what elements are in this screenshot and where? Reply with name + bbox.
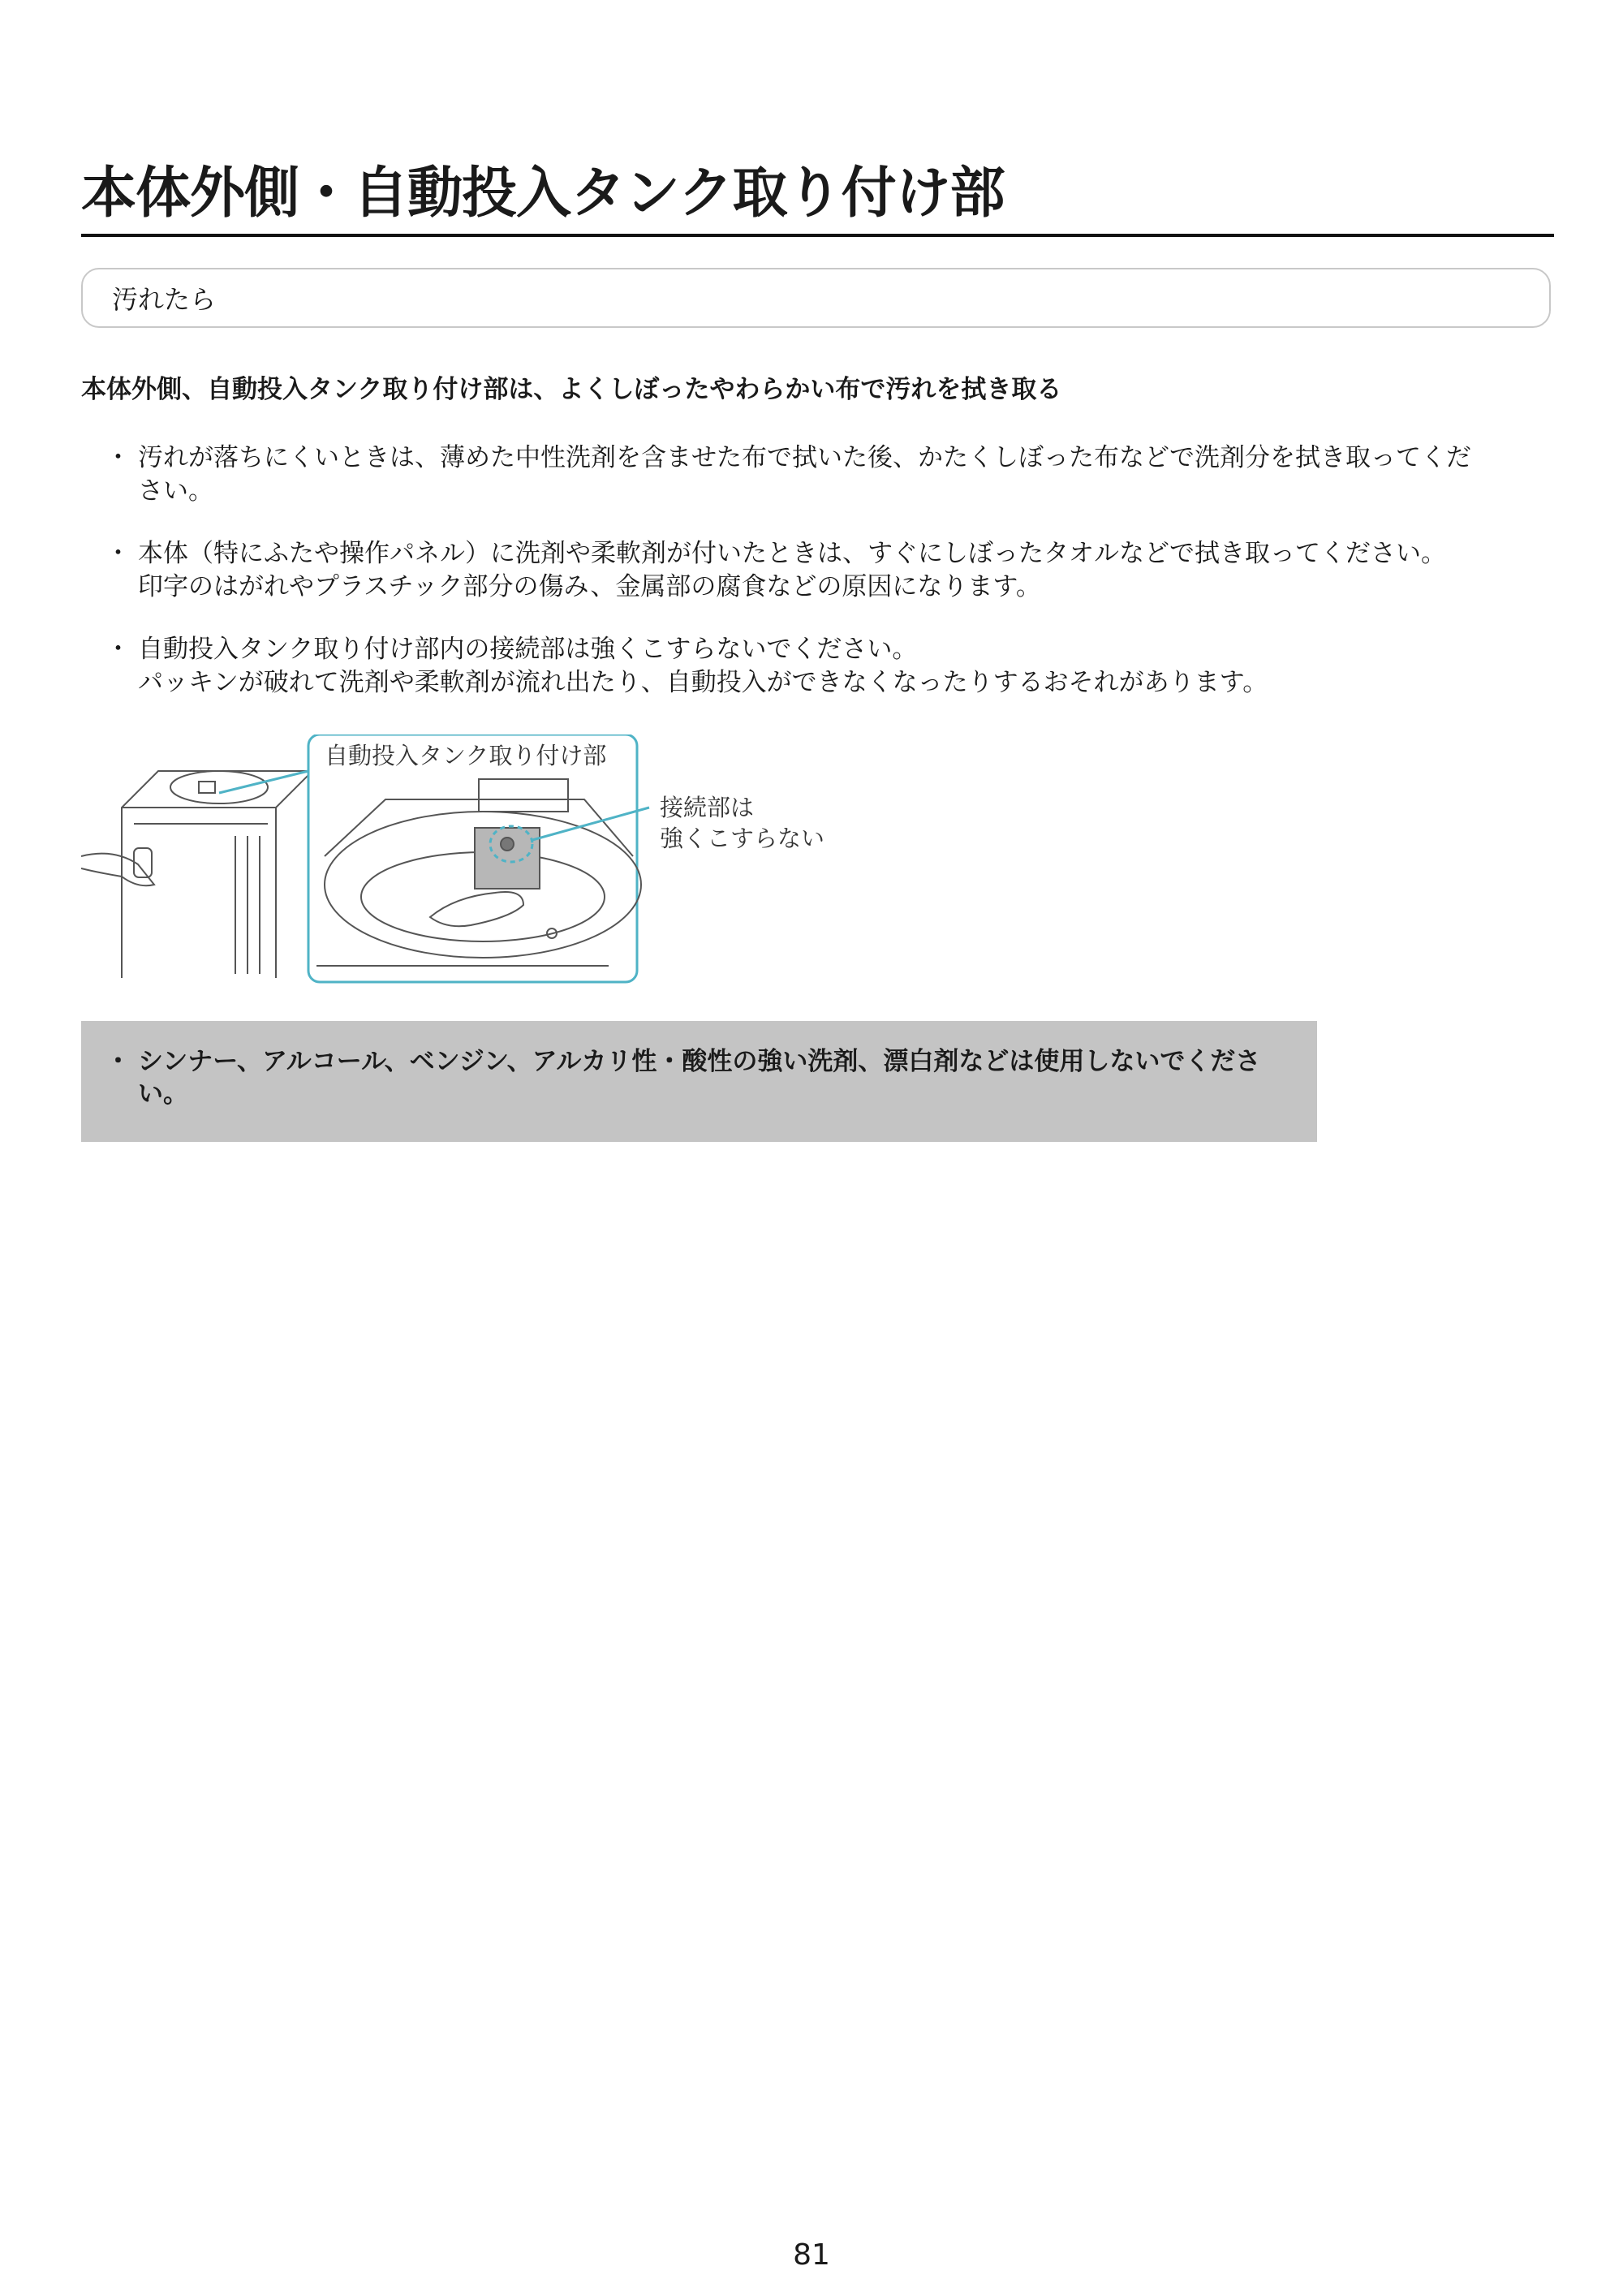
washer-illustration	[81, 734, 844, 994]
bullet-mark: ・	[105, 634, 131, 664]
lead-instruction: 本体外側、自動投入タンク取り付け部は、よくしぼったやわらかい布で汚れを拭き取る	[81, 375, 1062, 404]
condition-box	[81, 268, 1551, 328]
bullet-mark: ・	[105, 443, 131, 472]
note-list	[105, 442, 1542, 728]
note-line: 汚れが落ちにくいときは、薄めた中性洗剤を含ませた布で拭いた後、かたくしぼった布などで洗剤分を拭き取ってくだ	[138, 443, 1471, 472]
note-item	[105, 442, 1542, 508]
note-line: 本体（特にふたや操作パネル）に洗剤や柔軟剤が付いたときは、すぐにしぼったタオルなどで拭き取ってください。	[138, 538, 1446, 568]
connector-label	[660, 793, 824, 854]
note-line: 自動投入タンク取り付け部内の接続部は強くこすらないでください。	[138, 634, 918, 664]
note-item	[105, 537, 1542, 604]
warning-line: シンナー、アルコール、ベンジン、アルカリ性・酸性の強い洗剤、漂白剤などは使用しないでくださ	[138, 1047, 1261, 1076]
tank-mount-label: 自動投入タンク取り付け部	[325, 742, 607, 769]
connector-label-line: 接続部は	[660, 794, 755, 821]
warning-box	[81, 1021, 1317, 1142]
bullet-mark: ・	[105, 1047, 131, 1076]
zoom-panel	[308, 734, 637, 982]
note-line: 印字のはがれやプラスチック部分の傷み、金属部の腐食などの原因になります。	[138, 571, 1041, 601]
cleaning-illustration	[81, 734, 844, 994]
title-underline	[81, 234, 1554, 237]
callout-line	[219, 771, 308, 793]
note-line: パッキンが破れて洗剤や柔軟剤が流れ出たり、自動投入ができなくなったりするおそれがあります。	[138, 667, 1268, 697]
connector-label-line: 強くこすらない	[660, 824, 825, 852]
bullet-mark: ・	[105, 538, 131, 568]
warning-line: い。	[138, 1079, 188, 1109]
note-item	[105, 633, 1542, 700]
note-line: さい。	[138, 476, 213, 506]
condition-label: 汚れたら	[112, 284, 217, 315]
page-number: 81	[793, 2238, 830, 2272]
warning-item	[105, 1045, 1285, 1111]
page-title: 本体外側・自動投入タンク取り付け部	[81, 162, 1005, 226]
